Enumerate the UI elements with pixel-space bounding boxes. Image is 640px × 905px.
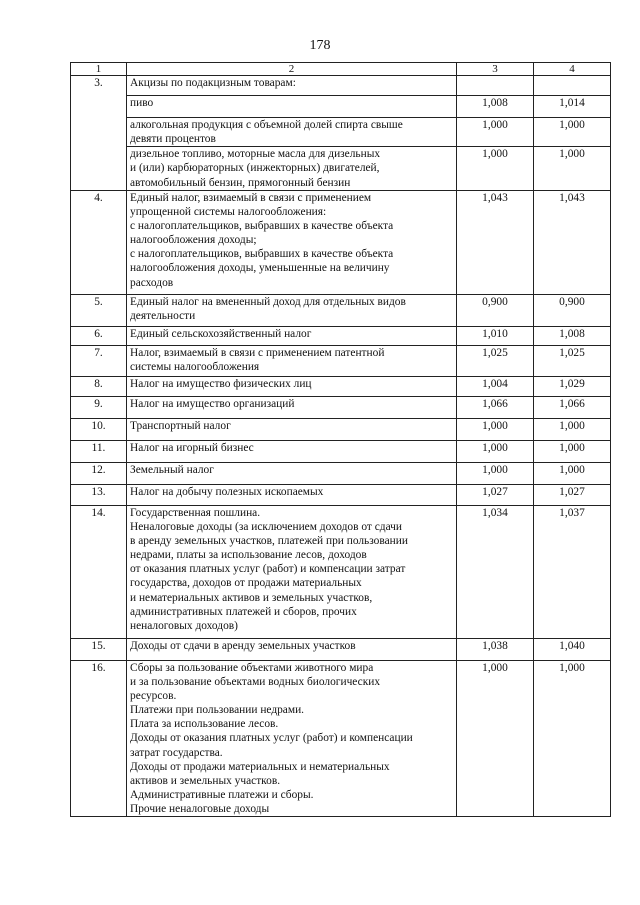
column-header: 4 [534, 63, 611, 76]
coefficient-col3: 1,025 [457, 345, 534, 376]
table-row [71, 147, 611, 190]
description-line: Налог на игорный бизнес [130, 441, 254, 454]
coefficient-col3: 1,008 [457, 96, 534, 118]
row-description [127, 440, 457, 462]
row-number: 8. [71, 376, 127, 396]
description-line: от оказания платных услуг (работ) и компенсации затрат [130, 563, 406, 576]
row-number: 10. [71, 418, 127, 440]
row-number: 3. [71, 76, 127, 191]
description-line: Единый налог, взимаемый в связи с применением [130, 191, 372, 204]
description-line: Административные платежи и сборы. [130, 788, 314, 801]
coefficient-col4: 1,014 [534, 96, 611, 118]
description-line: Единый сельскохозяйственный налог [130, 327, 312, 340]
description-line: дизельное топливо, моторные масла для дизельных [130, 148, 381, 161]
coefficient-col3: 1,000 [457, 440, 534, 462]
column-header: 2 [127, 63, 457, 76]
row-number: 13. [71, 484, 127, 505]
table-row [71, 418, 611, 440]
coefficient-col3: 1,000 [457, 418, 534, 440]
description-line: Единый налог на вмененный доход для отдельных видов [130, 295, 406, 308]
description-line: и за пользование объектами водных биологических [130, 675, 381, 688]
description-line: Налог, взимаемый в связи с применением патентной [130, 346, 385, 359]
description-line: и (или) карбюраторных (инжекторных) двигателей, [130, 162, 380, 175]
description-line: девяти процентов [130, 133, 216, 146]
row-description [127, 96, 457, 118]
table-body [71, 76, 611, 817]
table-row [71, 440, 611, 462]
coefficient-col4: 1,043 [534, 190, 611, 294]
description-line: неналоговых доходов) [130, 619, 238, 632]
row-description [127, 147, 457, 190]
description-line: затрат государства. [130, 746, 223, 759]
description-line: системы налогообложения [130, 360, 260, 373]
table-row [71, 76, 611, 96]
description-line: Транспортный налог [130, 419, 231, 432]
table-row [71, 190, 611, 294]
description-line: автомобильный бензин, прямогонный бензин [130, 176, 351, 189]
description-line: налогообложения доходы; [130, 234, 257, 247]
table-row [71, 326, 611, 345]
table-header-row [71, 63, 611, 76]
row-description [127, 484, 457, 505]
coefficient-col3: 1,004 [457, 376, 534, 396]
table-row [71, 118, 611, 147]
coefficient-col3: 1,034 [457, 505, 534, 638]
coefficient-col3: 1,027 [457, 484, 534, 505]
row-description [127, 418, 457, 440]
row-number: 5. [71, 294, 127, 326]
description-line: с налогоплательщиков, выбравших в качестве объекта [130, 219, 394, 232]
coefficient-col4: 1,066 [534, 396, 611, 418]
description-line: Акцизы по подакцизным товарам: [130, 77, 296, 89]
description-line: Доходы от сдачи в аренду земельных участков [130, 639, 356, 652]
description-line: алкогольная продукция с объемной долей спирта свыше [130, 119, 403, 131]
description-line: с налогоплательщиков, выбравших в качестве объекта [130, 248, 394, 261]
row-description [127, 190, 457, 294]
coefficient-col4 [534, 76, 611, 96]
description-line: Налог на имущество организаций [130, 397, 295, 410]
table-row [71, 505, 611, 638]
coefficient-col4: 0,900 [534, 294, 611, 326]
table-row [71, 294, 611, 326]
description-line: Прочие неналоговые доходы [130, 803, 270, 816]
coefficient-col4: 1,000 [534, 118, 611, 147]
description-line: упрощенной системы налогообложения: [130, 205, 327, 218]
coefficient-col4: 1,040 [534, 638, 611, 660]
row-description [127, 326, 457, 345]
table-row [71, 638, 611, 660]
coefficients-table [70, 62, 611, 817]
description-line: в аренду земельных участков, платежей при пользовании [130, 534, 408, 547]
coefficient-col3: 1,010 [457, 326, 534, 345]
row-number: 14. [71, 505, 127, 638]
column-header: 3 [457, 63, 534, 76]
description-line: налогообложения доходы, уменьшенные на величину [130, 262, 390, 275]
description-line: Платежи при пользовании недрами. [130, 704, 305, 717]
coefficient-col4: 1,037 [534, 505, 611, 638]
row-description [127, 76, 457, 96]
row-number: 6. [71, 326, 127, 345]
page-number: 178 [309, 38, 331, 53]
row-description [127, 462, 457, 484]
coefficient-col3: 1,038 [457, 638, 534, 660]
description-line: Налог на имущество физических лиц [130, 377, 312, 390]
description-line: административных платежей и сборов, прочих [130, 605, 357, 618]
table-row [71, 462, 611, 484]
row-description [127, 376, 457, 396]
row-number: 16. [71, 660, 127, 817]
table-row [71, 660, 611, 817]
coefficient-col3: 1,043 [457, 190, 534, 294]
row-number: 15. [71, 638, 127, 660]
row-number: 12. [71, 462, 127, 484]
coefficient-col3: 1,000 [457, 660, 534, 817]
row-number: 9. [71, 396, 127, 418]
table-row [71, 376, 611, 396]
row-description [127, 294, 457, 326]
description-line: недрами, платы за использование лесов, доходов [130, 549, 367, 562]
description-line: Государственная пошлина. [130, 506, 261, 519]
column-header: 1 [71, 63, 127, 76]
row-description [127, 118, 457, 147]
description-line: активов и земельных участков. [130, 774, 281, 787]
table-row [71, 484, 611, 505]
description-line: расходов [130, 276, 174, 289]
coefficient-col3: 1,000 [457, 147, 534, 190]
table-row [71, 396, 611, 418]
table-row [71, 345, 611, 376]
description-line: ресурсов. [130, 689, 177, 702]
row-number: 11. [71, 440, 127, 462]
coefficient-col3: 1,066 [457, 396, 534, 418]
row-description [127, 505, 457, 638]
row-number: 7. [71, 345, 127, 376]
coefficient-col3: 1,000 [457, 118, 534, 147]
coefficient-col4: 1,000 [534, 418, 611, 440]
coefficient-col4: 1,025 [534, 345, 611, 376]
coefficient-col4: 1,027 [534, 484, 611, 505]
row-description [127, 638, 457, 660]
description-line: Земельный налог [130, 463, 214, 476]
coefficient-col3: 1,000 [457, 462, 534, 484]
coefficient-col4: 1,000 [534, 462, 611, 484]
description-line: государства, доходов от продажи материальных [130, 577, 362, 590]
description-line: Сборы за пользование объектами животного мира [130, 661, 374, 674]
row-description [127, 345, 457, 376]
row-number: 4. [71, 190, 127, 294]
row-description [127, 396, 457, 418]
description-line: Доходы от продажи материальных и нематериальных [130, 760, 390, 773]
row-description [127, 660, 457, 817]
table-row [71, 96, 611, 118]
coefficient-col4: 1,000 [534, 440, 611, 462]
coefficient-col4: 1,029 [534, 376, 611, 396]
coefficient-col3: 0,900 [457, 294, 534, 326]
coefficient-col4: 1,000 [534, 147, 611, 190]
description-line: Доходы от оказания платных услуг (работ) и компенсации [130, 732, 413, 745]
coefficient-col4: 1,000 [534, 660, 611, 817]
coefficient-col4: 1,008 [534, 326, 611, 345]
description-line: Налог на добычу полезных ископаемых [130, 485, 324, 498]
description-line: деятельности [130, 309, 196, 322]
description-line: и нематериальных активов и земельных участков, [130, 591, 373, 604]
coefficient-col3 [457, 76, 534, 96]
description-line: Плата за использование лесов. [130, 718, 279, 731]
description-line: пиво [130, 97, 154, 109]
description-line: Неналоговые доходы (за исключением доходов от сдачи [130, 520, 402, 533]
